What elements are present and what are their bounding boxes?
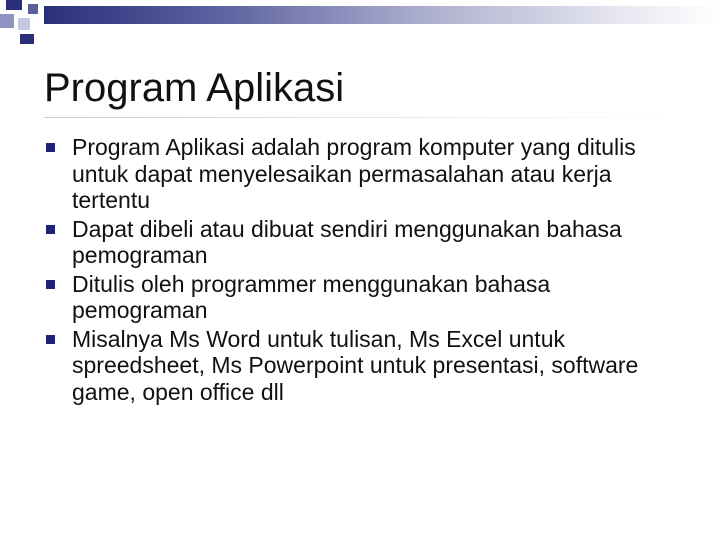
bullet-text: Dapat dibeli atau dibuat sendiri menggunakan bahasa pemograman [72, 215, 622, 268]
slide-title: Program Aplikasi [44, 66, 345, 110]
bullet-text: Ditulis oleh programmer menggunakan bahasa pemograman [72, 270, 551, 323]
square-bullet-icon [46, 280, 55, 289]
bullet-list [46, 134, 686, 407]
bullet-item [46, 326, 686, 406]
bullet-text: Misalnya Ms Word untuk tulisan, Ms Excel untuk spreedsheet, Ms Powerpoint untuk presentasi, software game, open office dll [72, 325, 639, 405]
bullet-item [46, 216, 686, 269]
bullet-item [46, 271, 686, 324]
square-bullet-icon [46, 225, 55, 234]
title-divider [44, 117, 684, 118]
bullet-item [46, 134, 686, 214]
square-bullet-icon [46, 143, 55, 152]
bullet-text: Program Aplikasi adalah program komputer yang ditulis untuk dapat menyelesaikan permasalahan atau kerja tertentu [72, 134, 636, 213]
header-gradient-bar [44, 6, 720, 24]
square-bullet-icon [46, 335, 55, 344]
